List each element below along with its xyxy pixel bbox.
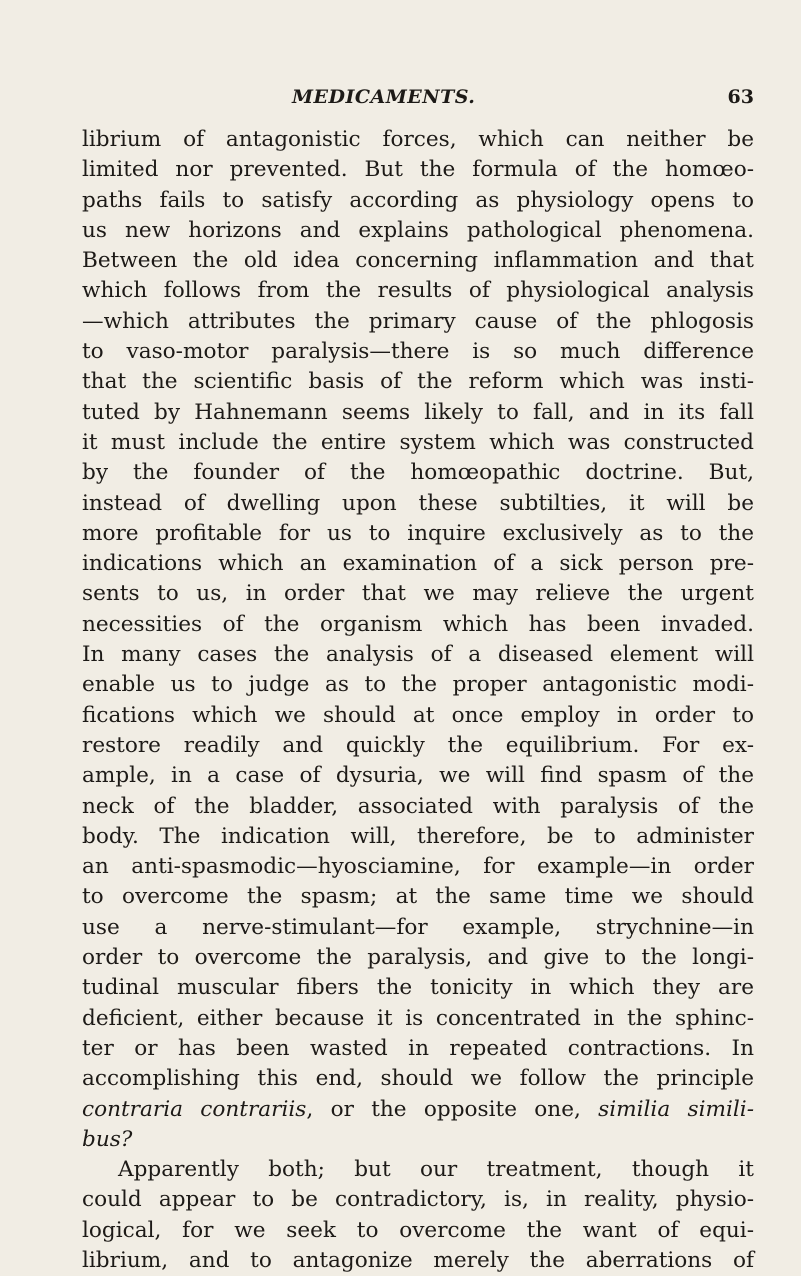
text-line: fications which we should at once employ in order to (82, 702, 754, 728)
text-line: more profitable for us to inquire exclusively as to the (82, 520, 754, 546)
text-line: tudinal muscular fibers the tonicity in which they are (82, 975, 754, 1001)
text-line: us new horizons and explains pathological phenomena. (82, 217, 754, 243)
text-line: Between the old idea concerning inflammation and that (82, 248, 754, 274)
text-line: an anti-spasmodic—hyosciamine, for example—in order (82, 854, 754, 880)
text-line: —which attributes the primary cause of the phlogosis (82, 308, 754, 334)
text-line: that the scientific basis of the reform which was insti- (82, 369, 754, 395)
text-line: librium of antagonistic forces, which can neither be (82, 127, 754, 152)
text-line: limited nor prevented. But the formula of the homœo- (82, 157, 754, 183)
latin-phrase-end: bus? (82, 1126, 133, 1152)
page-number: 63 (727, 86, 754, 108)
paragraph-start-line: Apparently both; but our treatment, though it (118, 1157, 754, 1183)
text-line: sents to us, in order that we may relieve the urgent (82, 581, 754, 607)
text-line: to overcome the spasm; at the same time we should (82, 884, 754, 910)
text-line: paths fails to satisfy according as physiology opens to (82, 187, 754, 213)
text-line: to vaso-motor paralysis—there is so much difference (82, 339, 754, 365)
text-line: necessities of the organism which has been invaded. (82, 611, 754, 637)
text-line: could appear to be contradictory, is, in reality, physio- (82, 1187, 754, 1213)
text-line: deficient, either because it is concentrated in the sphinc- (82, 1005, 754, 1031)
latin-phrase-similia: similia simili- (598, 1096, 755, 1122)
text-line: logical, for we seek to overcome the want of equi- (82, 1217, 754, 1243)
text-line: enable us to judge as to the proper antagonistic modi- (82, 672, 754, 698)
body-text (82, 125, 754, 1276)
text-line: use a nerve-stimulant—for example, strychnine—in (82, 914, 754, 940)
text-line: accomplishing this end, should we follow the principle (82, 1066, 754, 1092)
text-line: it must include the entire system which was constructed (82, 429, 754, 455)
text-line: body. The indication will, therefore, be to administer (82, 823, 754, 849)
text-line: In many cases the analysis of a diseased element will (82, 642, 754, 668)
text-line-latin (82, 1095, 754, 1125)
running-title: MEDICAMENTS. (292, 86, 476, 108)
text-line: ter or has been wasted in repeated contractions. In (82, 1035, 754, 1061)
text-line: indications which an examination of a sick person pre- (82, 551, 754, 577)
text-line: by the founder of the homœopathic doctrine. But, (82, 460, 754, 486)
text-fragment: , or the opposite one, (306, 1096, 599, 1122)
text-line: which follows from the results of physiological analysis (82, 278, 754, 304)
page-header (82, 86, 754, 114)
text-line: librium, and to antagonize merely the aberrations of (82, 1247, 754, 1273)
text-line: order to overcome the paralysis, and give to the longi- (82, 945, 754, 971)
text-line-latin-end (82, 1125, 754, 1155)
text-line: ample, in a case of dysuria, we will find spasm of the (82, 763, 754, 789)
text-line: instead of dwelling upon these subtilties, it will be (82, 490, 754, 516)
text-line: tuted by Hahnemann seems likely to fall, and in its fall (82, 399, 754, 425)
text-line: restore readily and quickly the equilibrium. For ex- (82, 732, 754, 758)
latin-phrase-contraria: contraria contrariis (82, 1096, 307, 1122)
text-line: neck of the bladder, associated with paralysis of the (82, 793, 754, 819)
